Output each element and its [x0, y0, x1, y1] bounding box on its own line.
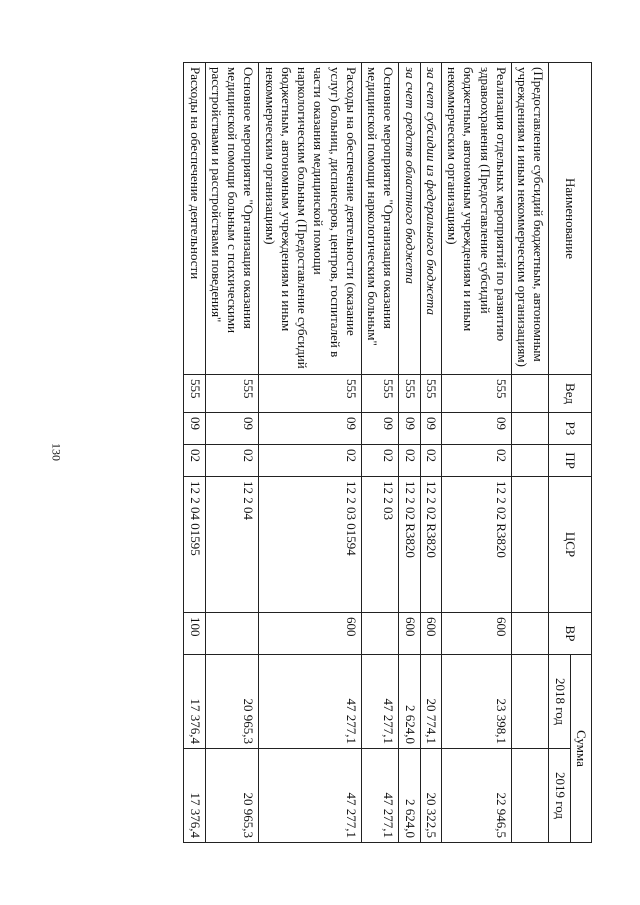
- row-ved-cell: 555: [442, 375, 512, 413]
- row-name-cell: за счет средств областного бюджета: [399, 63, 420, 375]
- row-2018-cell: 20 965,3: [205, 655, 259, 749]
- page-number: 130: [49, 443, 64, 461]
- row-ved-cell: [512, 375, 550, 413]
- row-csr-cell: 12 2 02 R3820: [442, 477, 512, 613]
- row-ved-cell: 555: [420, 375, 441, 413]
- row-csr-cell: 12 2 04: [205, 477, 259, 613]
- row-ved-cell: 555: [259, 375, 362, 413]
- row-2019-cell: 20 322,5: [420, 749, 441, 843]
- table-row: [259, 63, 362, 843]
- row-vr-cell: 600: [399, 613, 420, 655]
- row-rz-cell: 09: [184, 413, 205, 445]
- row-name-cell: за счет субсидии из федерального бюджета: [420, 63, 441, 375]
- row-2019-cell: 2 624,0: [399, 749, 420, 843]
- row-vr-cell: [362, 613, 400, 655]
- row-rz-cell: [512, 413, 550, 445]
- row-vr-cell: 100: [184, 613, 205, 655]
- row-vr-cell: 600: [442, 613, 512, 655]
- row-2018-cell: [512, 655, 550, 749]
- header-csr: ЦСР: [549, 477, 592, 613]
- row-pr-cell: 02: [442, 445, 512, 477]
- row-ved-cell: 555: [184, 375, 205, 413]
- row-2019-cell: 47 277,1: [362, 749, 400, 843]
- row-pr-cell: 02: [420, 445, 441, 477]
- row-csr-cell: [512, 477, 550, 613]
- row-2019-cell: 47 277,1: [259, 749, 362, 843]
- row-csr-cell: 12 2 02 R3820: [399, 477, 420, 613]
- row-pr-cell: [512, 445, 550, 477]
- row-name-cell: Расходы на обеспечение деятельности: [184, 63, 205, 375]
- row-name-cell: Основное мероприятие "Организация оказания медицинской помощи больным с психическими расстройствами и расстройствами поведения": [205, 63, 259, 375]
- table-row: [420, 63, 441, 843]
- header-rz: РЗ: [549, 413, 592, 445]
- header-name: Наименование: [549, 63, 592, 375]
- row-2018-cell: 2 624,0: [399, 655, 420, 749]
- header-sum: Сумма: [570, 655, 591, 843]
- table-row: [442, 63, 512, 843]
- budget-table: [184, 62, 593, 843]
- row-rz-cell: 09: [362, 413, 400, 445]
- row-2018-cell: 23 398,1: [442, 655, 512, 749]
- row-csr-cell: 12 2 04 01595: [184, 477, 205, 613]
- row-pr-cell: 02: [205, 445, 259, 477]
- row-name-cell: Расходы на обеспечение деятельности (оказание услуг) больниц, диспансеров, центров, госпиталей в части оказания медицинской помощи наркологическим больным (Предоставление субсидий бюджетным, автономным учреждениям и иным некоммерческим организациям): [259, 63, 362, 375]
- row-csr-cell: 12 2 03: [362, 477, 400, 613]
- rotated-table-wrapper: [148, 62, 592, 842]
- row-2018-cell: 47 277,1: [259, 655, 362, 749]
- row-vr-cell: 600: [420, 613, 441, 655]
- table-row: [184, 63, 205, 843]
- header-2019: 2019 год: [549, 749, 570, 843]
- row-2019-cell: [512, 749, 550, 843]
- row-pr-cell: 02: [362, 445, 400, 477]
- row-2019-cell: 22 946,5: [442, 749, 512, 843]
- row-2019-cell: 20 965,3: [205, 749, 259, 843]
- row-ved-cell: 555: [362, 375, 400, 413]
- row-ved-cell: 555: [399, 375, 420, 413]
- row-pr-cell: 02: [399, 445, 420, 477]
- row-csr-cell: 12 2 02 R3820: [420, 477, 441, 613]
- row-rz-cell: 09: [442, 413, 512, 445]
- row-rz-cell: 09: [259, 413, 362, 445]
- row-2018-cell: 47 277,1: [362, 655, 400, 749]
- row-2018-cell: 17 376,4: [184, 655, 205, 749]
- row-vr-cell: [512, 613, 550, 655]
- row-csr-cell: 12 2 03 01594: [259, 477, 362, 613]
- row-vr-cell: [205, 613, 259, 655]
- row-ved-cell: 555: [205, 375, 259, 413]
- header-pr: ПР: [549, 445, 592, 477]
- header-vr: ВР: [549, 613, 592, 655]
- row-name-cell: Реализация отдельных мероприятий по развитию здравоохранения (Предоставление субсидий бюджетным, автономным учреждениям и иным некоммерческим организациям): [442, 63, 512, 375]
- header-row-1: [570, 63, 591, 843]
- row-2019-cell: 17 376,4: [184, 749, 205, 843]
- table-row: [399, 63, 420, 843]
- row-rz-cell: 09: [399, 413, 420, 445]
- row-pr-cell: 02: [184, 445, 205, 477]
- table-row: [362, 63, 400, 843]
- row-name-cell: Основное мероприятие "Организация оказания медицинской помощи наркологическим больным": [362, 63, 400, 375]
- header-ved: Вед: [549, 375, 592, 413]
- row-name-cell: (Предоставление субсидий бюджетным, автономным учреждениям и иным некоммерческим организациям): [512, 63, 550, 375]
- table-row: [205, 63, 259, 843]
- row-pr-cell: 02: [259, 445, 362, 477]
- table-row: [512, 63, 550, 843]
- row-vr-cell: 600: [259, 613, 362, 655]
- row-2018-cell: 20 774,1: [420, 655, 441, 749]
- row-rz-cell: 09: [420, 413, 441, 445]
- row-rz-cell: 09: [205, 413, 259, 445]
- header-2018: 2018 год: [549, 655, 570, 749]
